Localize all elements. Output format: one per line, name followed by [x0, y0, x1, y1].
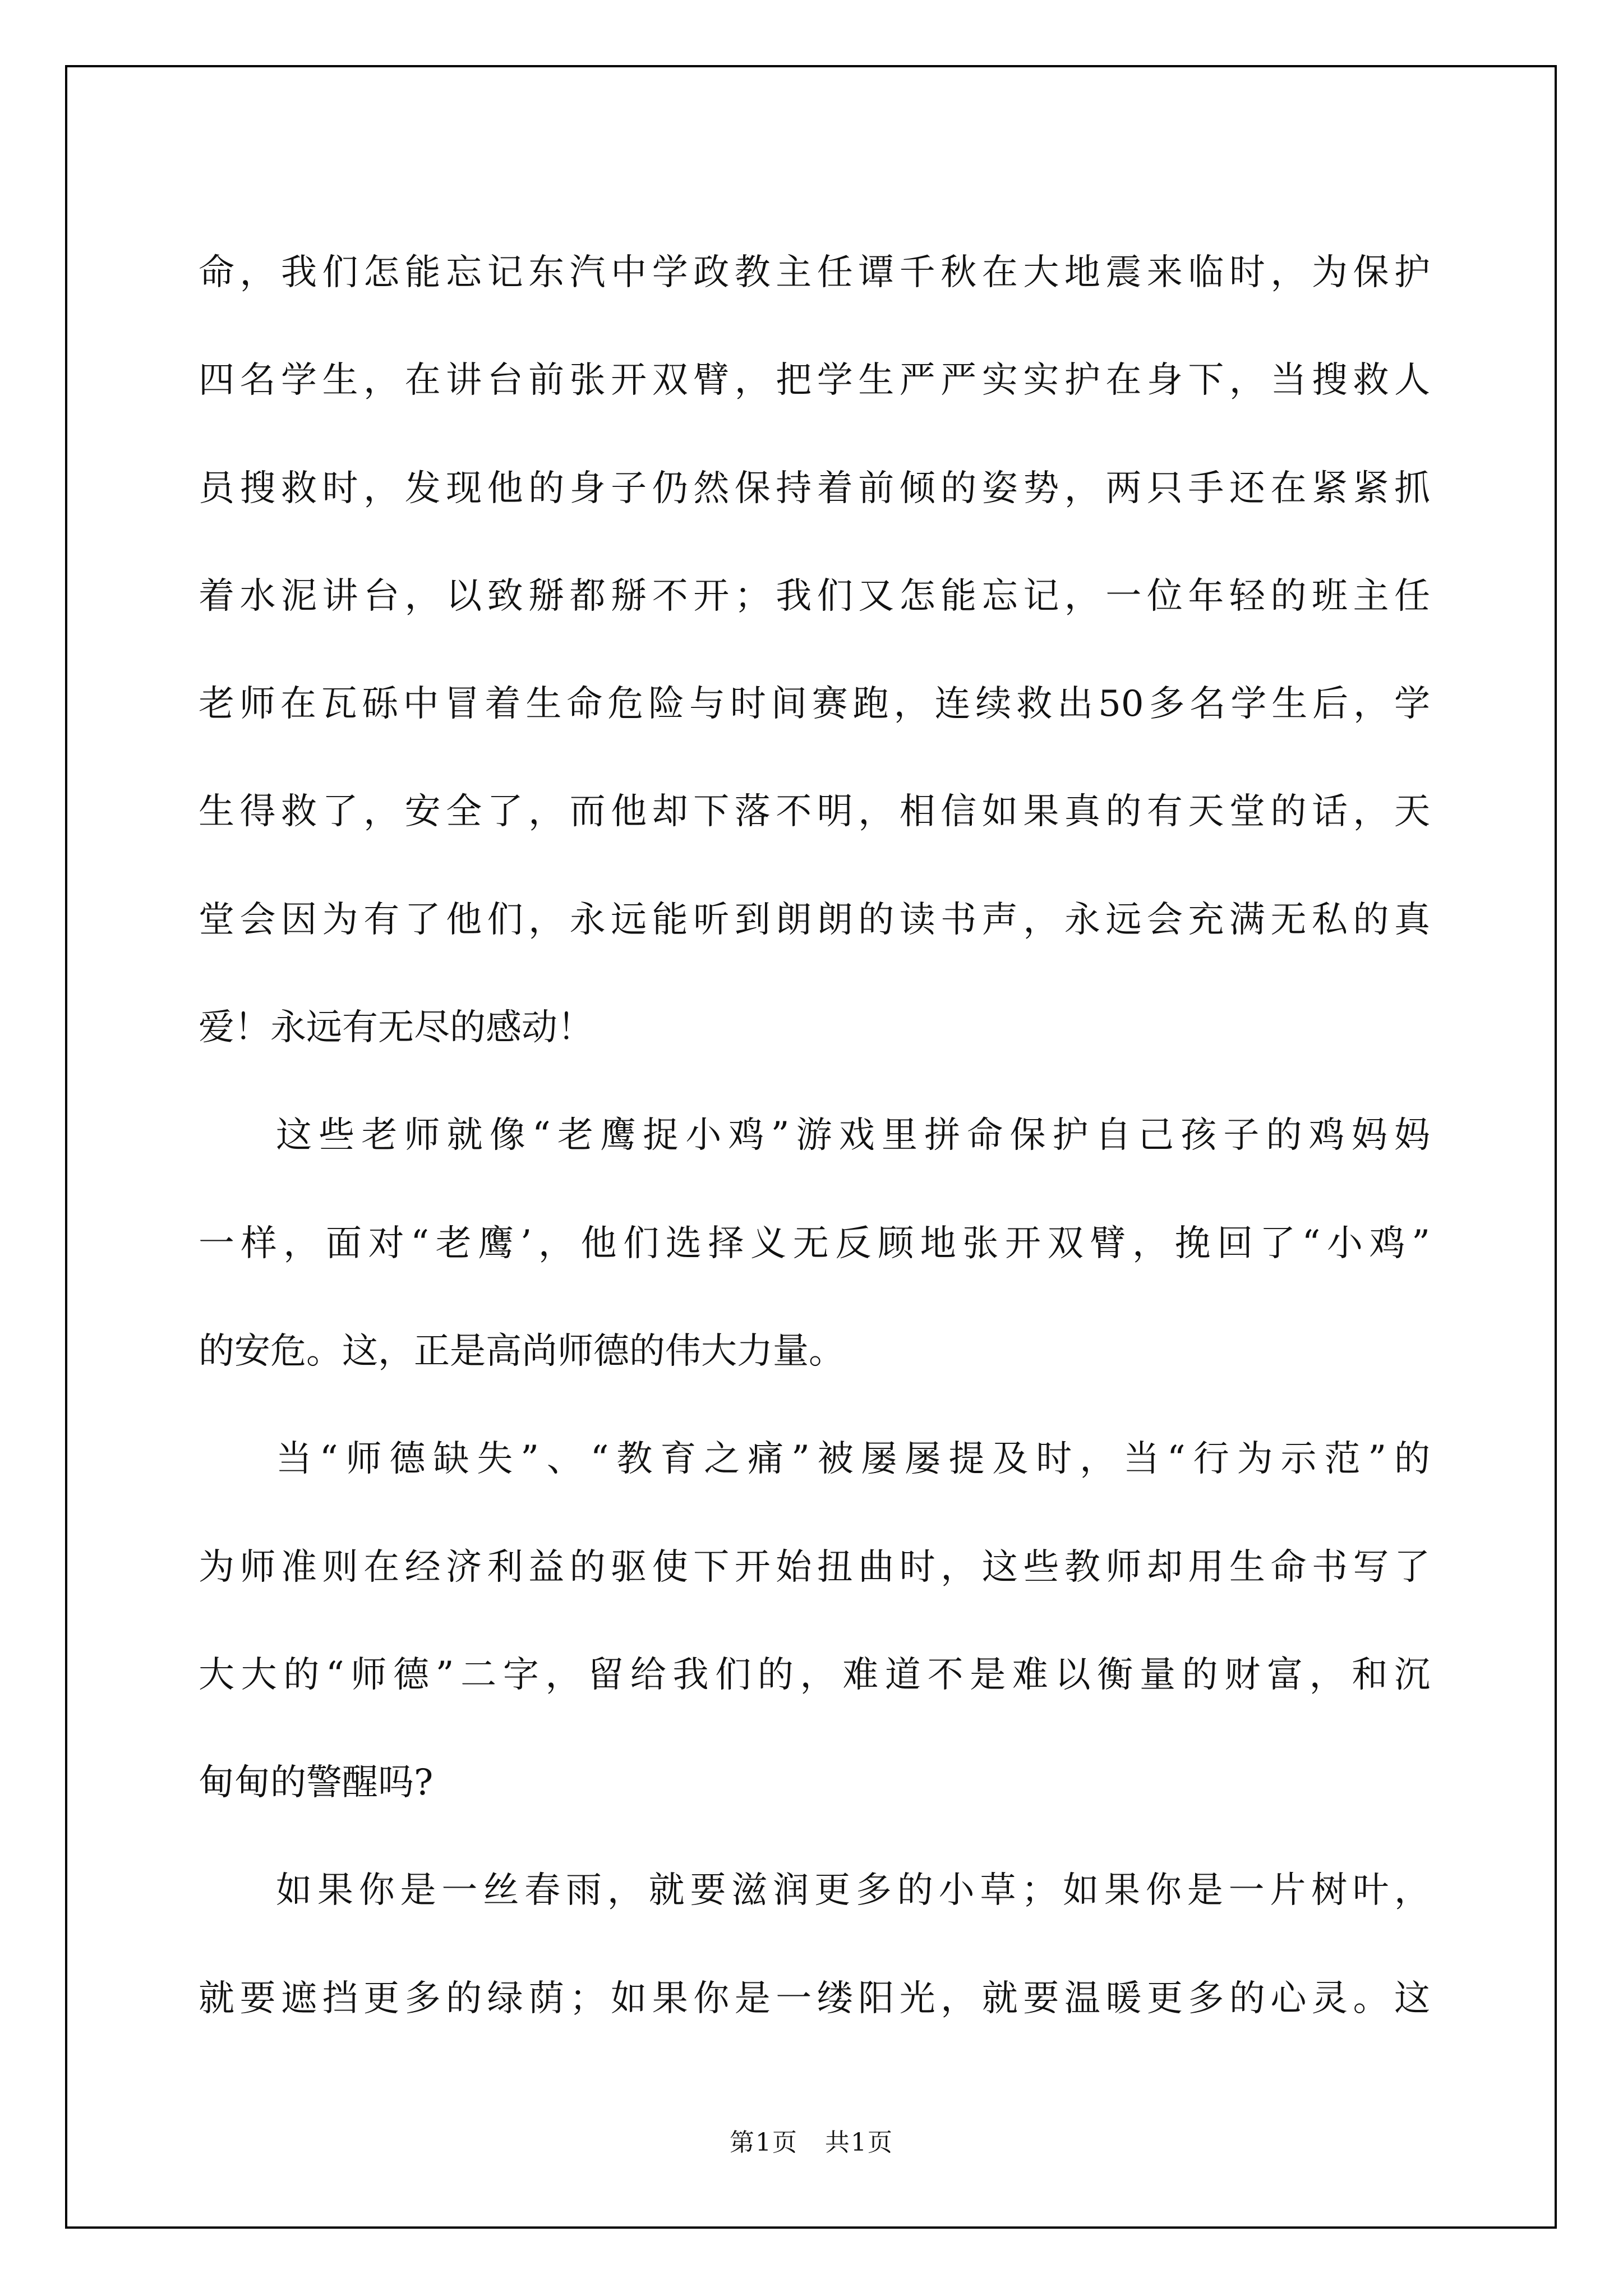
text-line: 着水泥讲台，以致掰都掰不开；我们又怎能忘记，一位年轻的班主任 — [199, 575, 1430, 617]
paragraph — [199, 219, 1430, 1082]
page-total: 共1页 — [825, 2128, 893, 2157]
text-line: 的安危。这，正是高尚师德的伟大力量。 — [199, 1330, 845, 1372]
text-line: 如果你是一丝春雨，就要滋润更多的小草；如果你是一片树叶， — [276, 1870, 1430, 1912]
paragraph — [199, 1082, 1430, 1405]
paragraph — [199, 1837, 1430, 2053]
text-line: 一样，面对“老鹰’，他们选择义无反顾地张开双臂，挽回了“小鸡” — [199, 1222, 1430, 1264]
text-line: 堂会因为有了他们，永远能听到朗朗的读书声，永远会充满无私的真 — [199, 899, 1430, 941]
page-number: 第1页 — [730, 2128, 798, 2157]
paragraph — [199, 1405, 1430, 1837]
text-line: 这些老师就像“老鹰捉小鸡”游戏里拼命保护自己孩子的鸡妈妈 — [276, 1115, 1430, 1157]
text-line: 爱！永远有无尽的感动！ — [199, 1007, 593, 1049]
page-footer — [0, 2122, 1623, 2158]
document-body — [199, 219, 1430, 2053]
text-line: 为师准则在经济利益的驱使下开始扭曲时，这些教师却用生命书写了 — [199, 1546, 1430, 1588]
text-line: 甸甸的警醒吗? — [199, 1762, 434, 1804]
text-line: 当“师德缺失”、“教育之痛”被屡屡提及时，当“行为示范”的 — [276, 1438, 1430, 1480]
text-line: 员搜救时，发现他的身子仍然保持着前倾的姿势，两只手还在紧紧抓 — [199, 467, 1430, 509]
text-line: 大大的“师德”二字，留给我们的，难道不是难以衡量的财富，和沉 — [199, 1654, 1430, 1696]
text-line: 老师在瓦砾中冒着生命危险与时间赛跑，连续救出50多名学生后，学 — [199, 683, 1430, 725]
text-line: 命，我们怎能忘记东汽中学政教主任谭千秋在大地震来临时，为保护 — [199, 252, 1430, 293]
text-line: 四名学生，在讲台前张开双臂，把学生严严实实护在身下，当搜救人 — [199, 360, 1430, 402]
text-line: 就要遮挡更多的绿荫；如果你是一缕阳光，就要温暖更多的心灵。这 — [199, 1977, 1430, 2019]
text-line: 生得救了，安全了，而他却下落不明，相信如果真的有天堂的话，天 — [199, 791, 1430, 833]
